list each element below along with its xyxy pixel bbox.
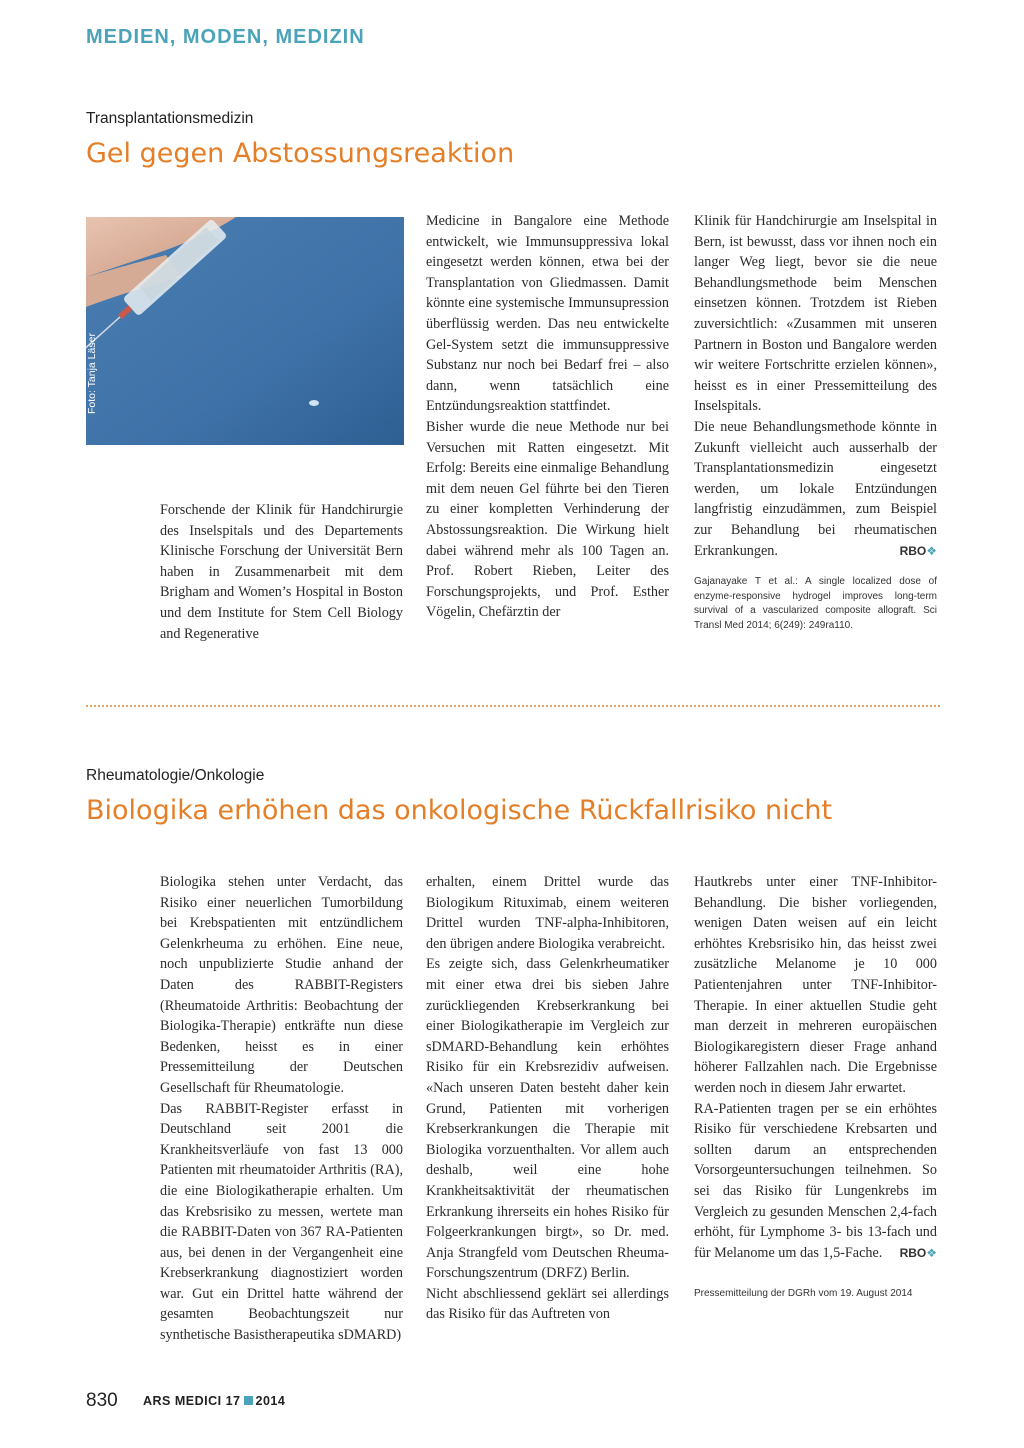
paragraph: Es zeigte sich, dass Gelenkrheumatiker mit einer etwa drei bis sieben Jahre zurückliegenden Krebserkrankung bei einer Biologikatherapie im Vergleich zur sDMARD-Behandlung kein erhöhtes Risiko für ein Krebsrezidiv aufweisen. «Nach unseren Daten besteht daher kein Grund, Patienten mit vorherigen Krebserkrankungen die Therapie mit Biologika vorzuenthalten. Vor allem auch deshalb, weil eine hohe Krankheitsaktivität der rheumatischen Erkrankung ihrerseits ein hohes Risiko für Folgeerkrankungen birgt», so Dr. med. Anja Strangfeld vom Deutschen Rheuma-Forschungszentrum (DRFZ) Berlin. [426,956,669,1282]
paragraph: Bisher wurde die neue Methode nur bei Versuchen mit Ratten eingesetzt. Mit Erfolg: Bereits eine einmalige Behandlung mit dem neuen Gel führte bei den Tieren zu einer kompletten Verhinderung der Abstossungsreaktion. Die Wirkung hielt dabei während mehr als 100 Tagen an. Prof. Robert Rieben, Leiter des Forschungsprojekts, und Prof. Esther Vögelin, Chefärztin der [426,418,669,621]
syringe-photo [86,217,404,445]
article2-column-2 [426,872,669,1325]
paragraph: Biologika stehen unter Verdacht, das Risiko einer neuerlichen Tumorbildung bei Krebspatienten mit entzündlichem Gelenkrheuma zu erhöhen. Eine neue, noch unpublizierte Studie anhand der Daten des RABBIT-Registers (Rheumatoide Arthritis: Beobachtung der Biologika-Therapie) entkräfte nun diese Bedenken, heisst es in einer Pressemitteilung der Deutschen Gesellschaft für Rheumatologie. [160,874,403,1096]
article1-column-2 [426,211,669,623]
photo-credit: Foto: Tanja Läser [86,333,98,414]
journal-name: ARS MEDICI 17 [143,1394,241,1408]
article2-headline: Biologika erhöhen das onkologische Rückfallrisiko nicht [86,795,833,826]
diamond-icon: ❖ [926,543,937,558]
paragraph [694,1099,937,1264]
reference: Pressemitteilung der DGRh vom 19. August 2014 [694,1288,913,1300]
paragraph: erhalten, einem Drittel wurde das Biologikum Rituximab, einem weiteren Drittel wurden TNF-alpha-Inhibitoren, den übrigen andere Biologika verabreicht. [426,874,669,952]
paragraph: Nicht abschliessend geklärt sei allerdings das Risiko für das Auftreten von [426,1285,669,1323]
paragraph-text: RA-Patienten tragen per se ein erhöhtes Risiko für verschiedene Krebsarten und sollten darum an entsprechenden Vorsorgeuntersuchungen teilnehmen. So sei das Risiko für Lungenkrebs im Vergleich zu gesunden Menschen 2,4-fach erhöht, für Lymphome 3- bis 13-fach und für Melanome um das 1,5-Fache. [694,1100,937,1261]
article2-column-1 [160,872,403,1346]
section-title: MEDIEN, MODEN, MEDIZIN [86,26,365,48]
page-number: 830 [86,1390,118,1411]
dotted-divider [86,705,940,707]
journal-footer [143,1394,285,1408]
journal-year: 2014 [255,1394,286,1408]
paragraph: Hautkrebs unter einer TNF-Inhibitor-Behandlung. Die bisher vorliegenden, wenigen Daten weisen auf ein leicht erhöhtes Krebsrisiko hin, das heisst zwei zusätzliche Melanome je 10 000 Patientenjahren unter TNF-Inhibitor-Therapie. In einer aktuellen Studie geht man derzeit in mehreren europäischen Biologikaregistern dieser Frage anhand höherer Fallzahlen nach. Die Ergebnisse werden noch in diesem Jahr erwartet. [694,874,937,1096]
article1-headline: Gel gegen Abstossungsreaktion [86,138,515,169]
paragraph: Klinik für Handchirurgie am Inselspital in Bern, ist bewusst, dass vor ihnen noch ein langer Weg liegt, bevor sie die neue Behandlungsmethode beim Menschen einsetzen können. Trotzdem ist Rieben zuversichtlich: «Zusammen mit unseren Partnern in Boston und Bangalore werden wir weitere Fortschritte erzielen können», heisst es in einer Pressemitteilung des Inselspitals. [694,213,937,415]
author-signature: RBO❖ [899,1245,937,1260]
article1-column-1 [160,500,403,644]
paragraph: Medicine in Bangalore eine Methode entwickelt, wie Immunsuppressiva lokal eingesetzt werden können, etwa bei der Transplantation von Gliedmassen. Damit könnte eine systemische Immunsupression überflüssig werden. Das neu entwickelte Gel-System setzt die immunsuppressive Substanz nur noch bei Bedarf frei – also dann, wenn tatsächlich eine Entzündungsreaktion stattfindet. [426,213,669,415]
article2-column-3 [694,872,937,1302]
article2-kicker: Rheumatologie/Onkologie [86,767,265,784]
article1-kicker: Transplantationsmedizin [86,110,254,127]
paragraph: Das RABBIT-Register erfasst in Deutschland seit 2001 die Krankheitsverläufe von fast 13 000 Patienten mit rheumatoider Arthritis (RA), die eine Biologikatherapie erhalten. Um das Krebsrisiko zu messen, wertete man die RABBIT-Daten von 367 RA-Patienten aus, bei denen in der Vergangenheit eine Krebserkrankung diagnostiziert worden war. Gut ein Drittel hatte während der gesamten Beobachtungszeit nur synthetische Basistherapeutika sDMARD) [160,1100,403,1344]
paragraph [694,417,937,561]
paragraph: Forschende der Klinik für Handchirurgie des Inselspitals und des Departements Klinische Forschung der Universität Bern haben in Zusammenarbeit mit dem Brigham and Women’s Hospital in Boston und dem Institute for Stem Cell Biology and Regenerative [160,502,403,642]
article1-column-3 [694,211,937,633]
square-icon [244,1396,253,1405]
author-signature: RBO❖ [899,543,937,558]
reference: Gajanayake T et al.: A single localized dose of enzyme-responsive hydrogel improves long-term survival of a vascularized composite allograft. Sci Transl Med 2014; 6(249): 249ra110. [694,576,937,631]
diamond-icon: ❖ [926,1245,937,1260]
paragraph-text: Die neue Behandlungsmethode könnte in Zukunft vielleicht auch ausserhalb der Transplantationsmedizin eingesetzt werden, um lokale Entzündungen langfristig einzudämmen, zum Beispiel zur Behandlung bei rheumatischen Erkrankungen. [694,418,937,559]
